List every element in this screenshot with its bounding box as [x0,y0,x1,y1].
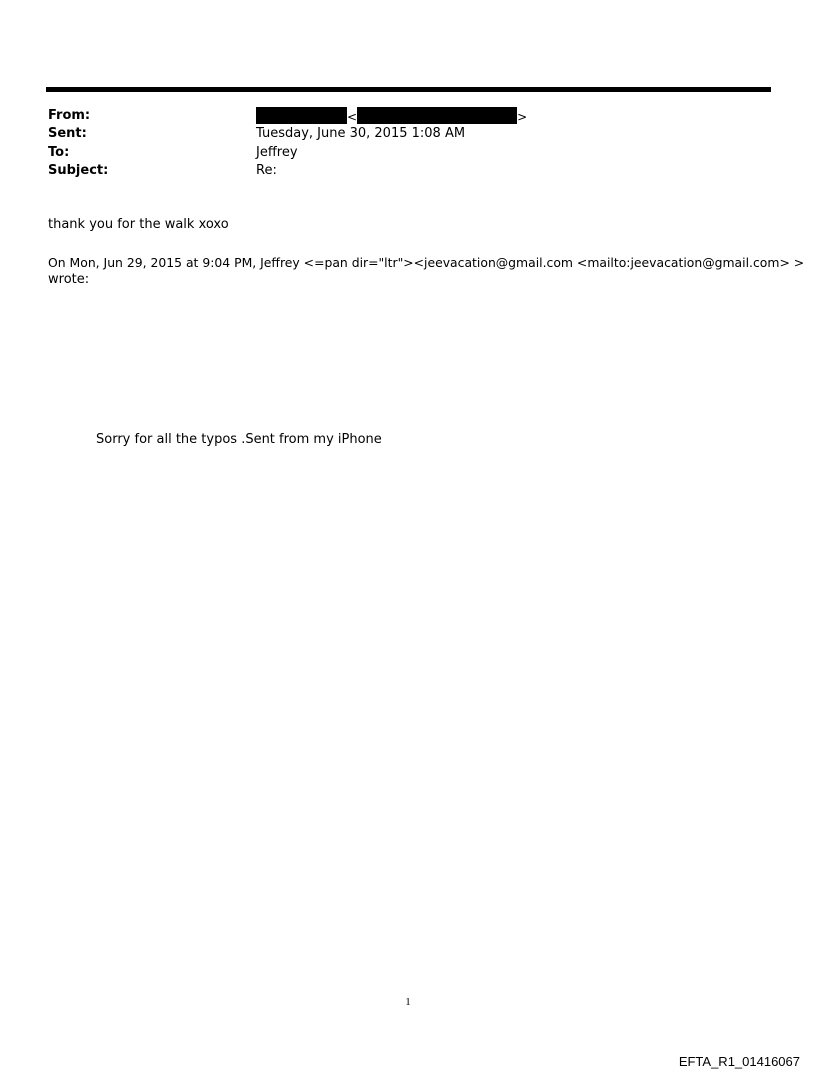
from-open-bracket: < [347,110,358,124]
quote-header-line: On Mon, Jun 29, 2015 at 9:04 PM, Jeffrey <=pan dir="ltr"><jeevacation@gmail.com <mailto:jeevacation@gmail.com> > [48,255,805,270]
sent-value: Tuesday, June 30, 2015 1:08 AM [256,126,466,141]
from-row [48,107,768,125]
subject-label: Subject: [48,163,109,178]
document-id: EFTA_R1_01416067 [678,1054,800,1069]
to-label: To: [48,145,70,160]
page-number: 1 [405,996,411,1008]
redacted-sender-name [256,107,347,124]
from-close-bracket: > [517,110,528,124]
sent-row [48,125,768,143]
from-value [256,107,527,127]
to-value: Jeffrey [256,145,298,160]
to-row [48,144,768,162]
message-body-line: thank you for the walk xoxo [48,217,229,232]
subject-value: Re: [256,163,277,178]
redacted-sender-email [357,107,517,124]
sent-label: Sent: [48,126,87,141]
header-divider [46,87,771,92]
quoted-message-text: Sorry for all the typos .Sent from my iPhone [96,432,382,447]
quote-header-wrote: wrote: [48,272,90,287]
from-label: From: [48,108,91,123]
subject-row [48,162,768,180]
